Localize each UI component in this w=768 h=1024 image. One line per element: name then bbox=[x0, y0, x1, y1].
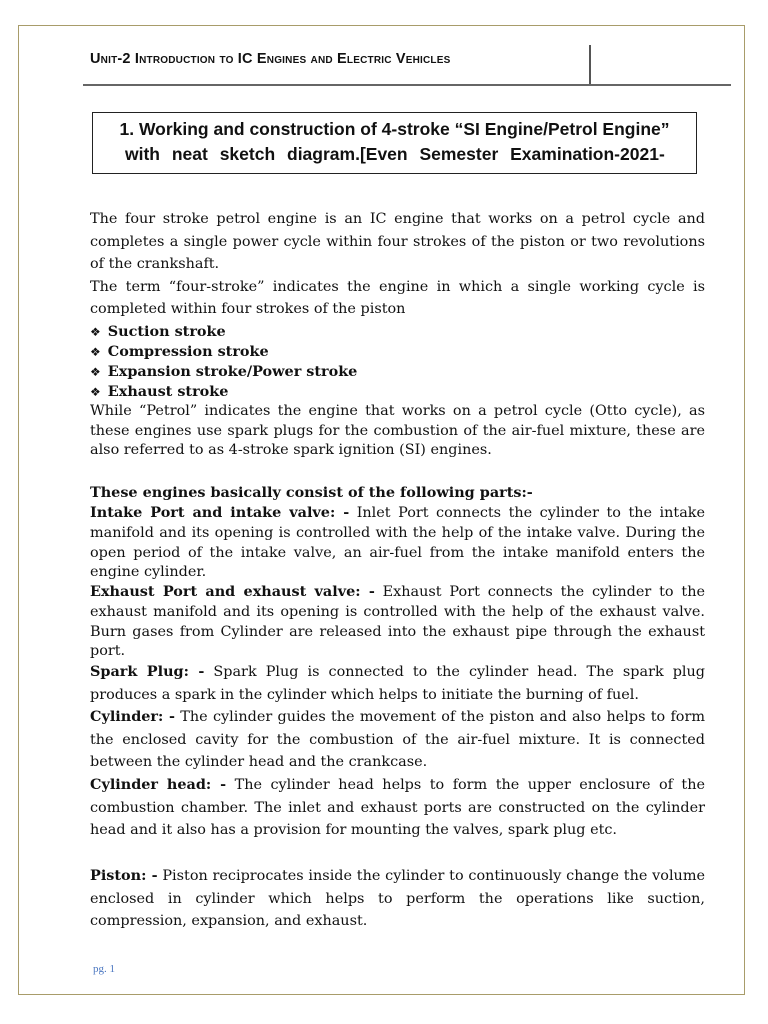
question-box bbox=[92, 112, 697, 174]
stroke-label: Expansion stroke/Power stroke bbox=[107, 363, 358, 380]
part-description: Spark Plug is connected to the cylinder head. The spark plug produces a spark in the cylinder which helps to initiate the burning of fuel. bbox=[90, 664, 705, 703]
part-term: Cylinder: - bbox=[90, 708, 176, 725]
part-cylinder bbox=[90, 706, 705, 774]
page-number: pg. 1 bbox=[93, 963, 115, 975]
part-description: Inlet Port connects the cylinder to the intake manifold and its opening is controlled with the help of the intake valve. During the open period of the intake valve, an air-fuel from the intake manifold enters the engine cylinder. bbox=[90, 505, 706, 581]
list-item bbox=[90, 382, 705, 402]
header-divider-horizontal bbox=[83, 84, 731, 86]
part-intake bbox=[90, 503, 705, 583]
part-piston bbox=[90, 865, 705, 933]
diamond-bullet-icon: ❖ bbox=[90, 325, 101, 339]
question-line-2: with neat sketch diagram.[Even Semester Examination-2021- bbox=[125, 144, 665, 164]
stroke-label: Suction stroke bbox=[107, 323, 226, 340]
part-term: Intake Port and intake valve: - bbox=[90, 504, 350, 521]
list-item bbox=[90, 362, 705, 382]
question-line-1: 1. Working and construction of 4-stroke “SI Engine/Petrol Engine” bbox=[119, 119, 670, 139]
list-item bbox=[90, 322, 705, 342]
parts-heading bbox=[90, 483, 705, 504]
part-description: Piston reciprocates inside the cylinder to continuously change the volume enclosed in cylinder which helps to perform the operations like suction, compression, expansion, and exhaust. bbox=[90, 868, 705, 929]
header-divider-vertical bbox=[589, 45, 591, 85]
part-exhaust bbox=[90, 582, 705, 662]
stroke-label: Compression stroke bbox=[107, 343, 269, 360]
part-description: The cylinder head helps to form the upper enclosure of the combustion chamber. The inlet and exhaust ports are constructed on the cylinder head and it also has a provision for mounting the valves, spark plug etc. bbox=[90, 777, 705, 838]
part-term: Spark Plug: - bbox=[90, 663, 205, 680]
part-term: Exhaust Port and exhaust valve: - bbox=[90, 583, 375, 600]
diamond-bullet-icon: ❖ bbox=[90, 365, 101, 379]
list-item bbox=[90, 342, 705, 362]
intro-paragraph-1: The four stroke petrol engine is an IC engine that works on a petrol cycle and completes a single power cycle within four strokes of the piston or two revolutions of the crankshaft. bbox=[90, 211, 705, 272]
diamond-bullet-icon: ❖ bbox=[90, 345, 101, 359]
stroke-list bbox=[90, 322, 705, 402]
part-term: Piston: - bbox=[90, 867, 158, 884]
stroke-label: Exhaust stroke bbox=[107, 383, 229, 400]
part-description: The cylinder guides the movement of the piston and also helps to form the enclosed cavity for the combustion of the air-fuel mixture. It is connected between the cylinder head and the crankcase. bbox=[90, 709, 705, 770]
parts-heading-text: These engines basically consist of the following parts:- bbox=[90, 484, 533, 501]
intro-paragraph-2: The term “four-stroke” indicates the engine in which a single working cycle is completed within four strokes of the piston bbox=[90, 279, 705, 317]
unit-header-title: Unit-2 Introduction to IC Engines and Electric Vehicles bbox=[90, 51, 451, 67]
part-spark-plug bbox=[90, 661, 705, 706]
diamond-bullet-icon: ❖ bbox=[90, 385, 101, 399]
part-cylinder-head bbox=[90, 774, 705, 842]
petrol-paragraph: While “Petrol” indicates the engine that works on a petrol cycle (Otto cycle), as these engines use spark plugs for the combustion of the air-fuel mixture, these are also referred to as 4-stroke spark ignition (SI) engines. bbox=[90, 403, 705, 458]
part-term: Cylinder head: - bbox=[90, 776, 227, 793]
part-description: Exhaust Port connects the cylinder to the exhaust manifold and its opening is controlled with the help of the exhaust valve. Burn gases from Cylinder are released into the exhaust pipe through the exhaust port. bbox=[90, 584, 705, 660]
